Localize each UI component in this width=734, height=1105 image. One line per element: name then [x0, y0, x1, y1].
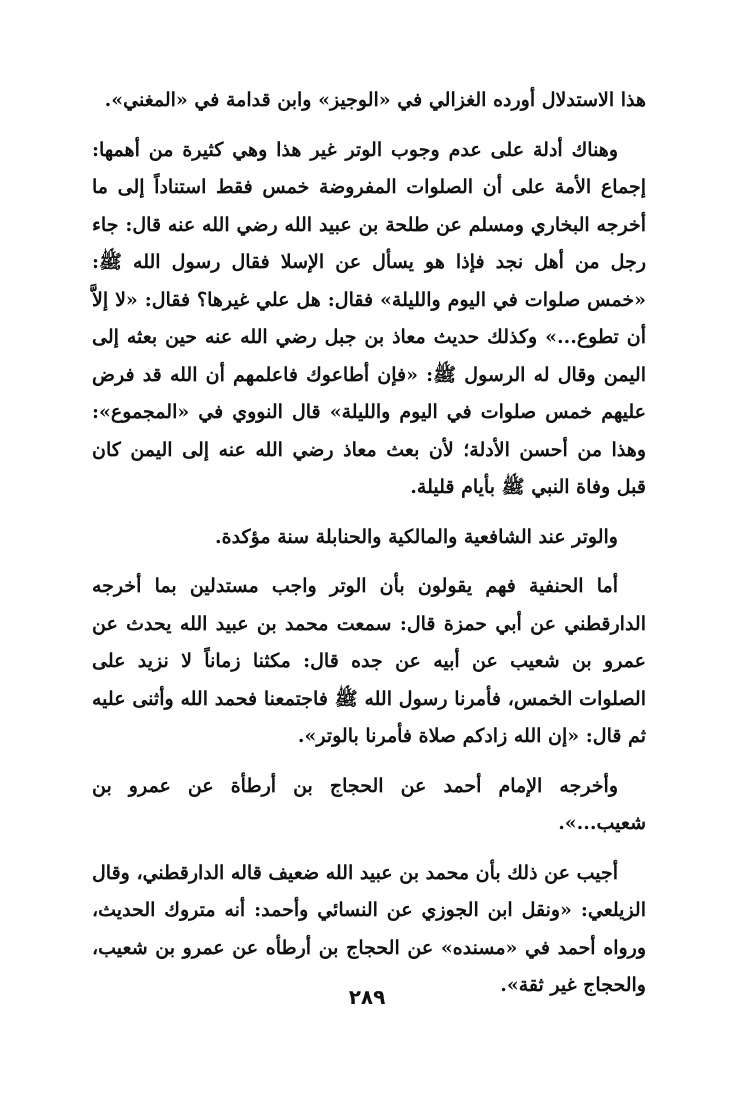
- paragraph-4: أما الحنفية فهم يقولون بأن الوتر واجب مستدلين بما أخرجه الدارقطني عن أبي حمزة قال: سمعت محمد بن عبيد الله يحدث عن عمرو بن شعيب عن أبيه عن جده قال: مكثنا زماناً لا نزيد على الصلوات الخمس، فأمرنا رسول الله ﷺ فاجتمعنا فحمد الله وأثنى عليه ثم قال: «إن الله زادكم صلاة فأمرنا بالوتر».: [92, 575, 646, 747]
- paragraph-1: هذا الاستدلال أورده الغزالي في «الوجيز» وابن قدامة في «المغني».: [104, 89, 646, 111]
- paragraph-5: وأخرجه الإمام أحمد عن الحجاج بن أرطأة عن عمرو بن شعيب...».: [92, 774, 646, 834]
- page-number: ٢٨٩: [348, 985, 386, 1009]
- paragraph-3: والوتر عند الشافعية والمالكية والحنابلة سنة مؤكدة.: [215, 525, 618, 548]
- paragraph-2: وهناك أدلة على عدم وجوب الوتر غير هذا وهي كثيرة من أهمها: إجماع الأمة على أن الصلوات المفروضة خمس فقط استناداً إلى ما أخرجه البخاري ومسلم عن طلحة بن عبيد الله رضي الله عنه قال: جاء رجل من أهل نجد فإذا هو يسأل عن الإسلا فقال رسول الله ﷺ: «خمس صلوات في اليوم والليلة» فقال: هل علي غيرها؟ فقال: «لا إلاَّ أن تطوع...» وكذلك حديث معاذ بن جبل رضي الله عنه حين بعثه إلى اليمن وقال له الرسول ﷺ: «فإن أطاعوك فاعلمهم أن الله قد فرض عليهم خمس صلوات في اليوم والليلة» قال النووي في «المجموع»: وهذا من أحسن الأدلة؛ لأن بعث معاذ رضي الله عنه إلى اليمن كان قبل وفاة النبي ﷺ بأيام قليلة.: [92, 138, 646, 498]
- paragraph-6: أجيب عن ذلك بأن محمد بن عبيد الله ضعيف قاله الدارقطني، وقال الزيلعي: «ونقل ابن الجوزي عن النسائي وأحمد: أنه متروك الحديث، ورواه أحمد في «مسنده» عن الحجاج بن أرطأه عن عمرو بن شعيب، والحجاج غير ثقة».: [91, 861, 646, 996]
- page-body-text: [92, 82, 646, 1005]
